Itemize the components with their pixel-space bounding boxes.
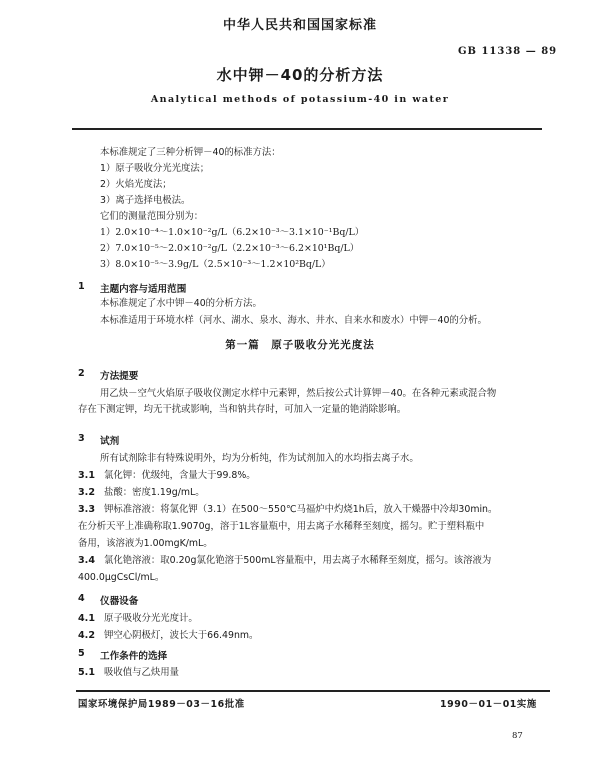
part-heading: 第一篇 原子吸收分光光度法	[225, 339, 375, 351]
intro-line: 本标准规定了三种分析钾－40的标准方法：	[100, 147, 281, 158]
clause-5-1-text: 吸收值与乙炔用量	[104, 667, 180, 678]
section-2-line-2: 存在下测定钾，均无干扰或影响，当和钠共存时，可加入一定量的铯消除影响。	[78, 404, 407, 415]
section-5-title: 工作条件的选择	[100, 651, 168, 662]
approval-line: 国家环境保护局1989－03－16批准	[78, 699, 245, 710]
section-2-title: 方法提要	[100, 371, 139, 382]
clause-4-2-number: 4.2	[78, 630, 95, 641]
section-2-line-1: 用乙炔－空气火焰原子吸收仪测定水样中元素钾，然后按公式计算钾－40。在各种元素或混合物	[100, 388, 497, 399]
clause-5-1-number: 5.1	[78, 667, 95, 678]
document-title: 水中钾－40的分析方法	[216, 66, 384, 84]
page-number: 87	[512, 731, 523, 741]
section-1-title: 主题内容与适用范围	[100, 284, 187, 295]
clause-3-3-number: 3.3	[78, 504, 95, 515]
clause-4-2-text: 钾空心阴极灯，波长大于66.49nm。	[104, 630, 259, 641]
footer-rule	[76, 690, 550, 692]
method-item-3: 3）离子选择电极法。	[100, 195, 191, 206]
clause-3-1-number: 3.1	[78, 470, 95, 481]
clause-3-2-text: 盐酸：密度1.19g/mL。	[104, 487, 205, 498]
clause-4-1-number: 4.1	[78, 613, 95, 624]
range-item-2: 2）7.0×10⁻⁵～2.0×10⁻²g/L（2.2×10⁻³～6.2×10¹Bq/L）	[100, 243, 360, 254]
section-3-number: 3	[78, 433, 85, 444]
section-4-number: 4	[78, 593, 85, 604]
range-intro: 它们的测量范围分别为：	[100, 211, 204, 222]
section-1-number: 1	[78, 281, 85, 292]
clause-4-1-text: 原子吸收分光光度计。	[104, 613, 198, 624]
section-1-para-2: 本标准适用于环境水样（河水、湖水、泉水、海水、井水、自来水和废水）中钾－40的分析。	[100, 315, 487, 326]
clause-3-3-line-2: 在分析天平上准确称取1.9070g，溶于1L容量瓶中，用去离子水稀释至刻度，摇匀。贮于塑料瓶中	[78, 521, 485, 532]
section-2-number: 2	[78, 368, 85, 379]
section-4-title: 仪器设备	[100, 596, 139, 607]
method-item-2: 2）火焰光度法；	[100, 179, 172, 190]
clause-3-4-number: 3.4	[78, 555, 95, 566]
section-5-number: 5	[78, 648, 85, 659]
clause-3-3-line-1: 钾标准溶液：将氯化钾（3.1）在500～550℃马福炉中灼烧1h后，放入干燥器中冷却30min。	[104, 504, 498, 515]
effective-date: 1990－01－01实施	[440, 699, 537, 710]
standard-code: GB 11338 — 89	[458, 46, 558, 57]
clause-3-4-line-1: 氯化铯溶液：取0.20g氯化铯溶于500mL容量瓶中，用去离子水稀释至刻度，摇匀。该溶液为	[104, 555, 492, 566]
range-item-1: 1）2.0×10⁻⁴～1.0×10⁻²g/L（6.2×10⁻³～3.1×10⁻¹Bq/L）	[100, 227, 365, 238]
english-title: Analytical methods of potassium-40 in water	[150, 94, 450, 105]
section-3-title: 试剂	[100, 436, 120, 447]
method-item-1: 1）原子吸收分光光度法；	[100, 163, 210, 174]
clause-3-1-text: 氯化钾：优级纯，含量大于99.8%。	[104, 470, 256, 481]
section-1-para-1: 本标准规定了水中钾－40的分析方法。	[100, 298, 262, 309]
clause-3-3-line-3: 备用，该溶液为1.00mgK/mL。	[78, 538, 213, 549]
section-3-intro: 所有试剂除非有特殊说明外，均为分析纯，作为试剂加入的水均指去离子水。	[100, 453, 419, 464]
clause-3-4-line-2: 400.0μgCsCl/mL。	[78, 572, 165, 583]
header-rule	[72, 128, 542, 130]
issuing-body-header: 中华人民共和国国家标准	[222, 18, 377, 33]
range-item-3: 3）8.0×10⁻⁵～3.9g/L（2.5×10⁻³～1.2×10²Bq/L）	[100, 259, 331, 270]
clause-3-2-number: 3.2	[78, 487, 95, 498]
